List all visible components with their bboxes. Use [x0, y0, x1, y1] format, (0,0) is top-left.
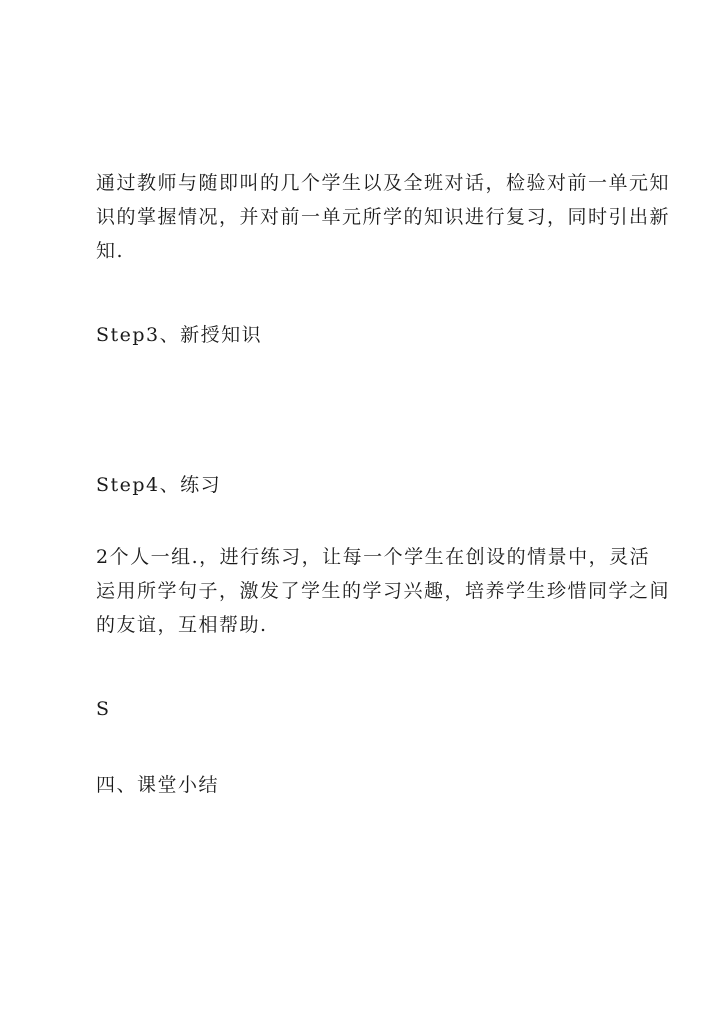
paragraph-line: 的友谊，互相帮助. — [96, 614, 268, 636]
practice-paragraph — [96, 540, 671, 642]
paragraph-line: 识的掌握情况，并对前一单元所学的知识进行复习，同时引出新 — [96, 206, 671, 228]
step4-heading: Step4、练习 — [96, 474, 222, 496]
paragraph-line: 2个人一组.，进行练习，让每一个学生在创设的情景中，灵活 — [96, 546, 651, 568]
intro-paragraph — [96, 166, 671, 268]
stray-letter: S — [96, 698, 111, 720]
step3-heading: Step3、新授知识 — [96, 324, 263, 346]
paragraph-line: 运用所学句子，激发了学生的学习兴趣，培养学生珍惜同学之间 — [96, 580, 671, 602]
paragraph-line: 通过教师与随即叫的几个学生以及全班对话，检验对前一单元知 — [96, 172, 671, 194]
section-4-heading: 四、课堂小结 — [96, 774, 220, 796]
paragraph-line: 知. — [96, 240, 125, 262]
